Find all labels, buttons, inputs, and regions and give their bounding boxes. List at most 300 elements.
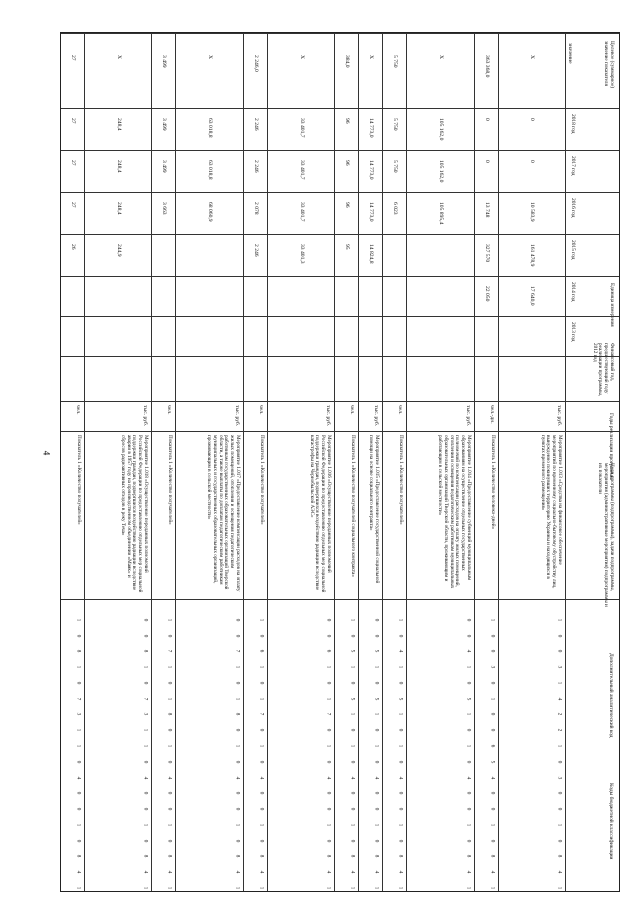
- cell-target: X: [298, 55, 305, 60]
- cell-unit: тыс. руб.: [464, 405, 471, 427]
- code-digit: 1: [166, 744, 173, 748]
- code-digit: 7: [75, 697, 82, 701]
- code-digit: 8: [349, 855, 356, 858]
- code-digit: 1: [166, 665, 173, 669]
- code-digit: 4: [397, 776, 404, 779]
- code-digit: 0: [234, 807, 241, 811]
- code-digit: 0: [464, 681, 471, 685]
- code-digit: 0: [166, 728, 173, 732]
- code-digit: 0: [75, 791, 82, 795]
- code-digit: 1: [556, 681, 563, 685]
- code-digit: 0: [325, 618, 332, 622]
- code-digit: 1: [258, 886, 265, 890]
- cell-target: X: [368, 55, 375, 60]
- code-digit: 0: [373, 618, 380, 622]
- cell-text: Мероприятие 1.015 «Предоставление государственной социальной помощи на основе социального контракта»: [368, 435, 381, 584]
- code-digit: 1: [349, 713, 356, 716]
- code-digit: 0: [234, 618, 241, 622]
- header-additional-code: Дополнительный аналитический код: [608, 653, 614, 738]
- cell-y2015: 95: [344, 244, 351, 250]
- cell-target: 363 368,0: [483, 55, 490, 78]
- code-digit: 1: [325, 823, 332, 827]
- code-digit: 7: [142, 697, 149, 701]
- cell-y2017: 14 773,0: [368, 160, 375, 180]
- code-digit: 0: [373, 839, 380, 843]
- code-digit: 1: [464, 665, 471, 669]
- cell-unit: тыс. руб.: [325, 405, 332, 427]
- code-digit: 0: [556, 760, 563, 764]
- code-digit: 1: [556, 744, 563, 748]
- code-digit: 1: [325, 697, 332, 701]
- code-digit: 8: [464, 855, 471, 858]
- cell-y2018: 96: [344, 118, 351, 124]
- code-digit: 4: [556, 870, 563, 874]
- code-digit: 0: [397, 791, 404, 795]
- code-digit: 4: [75, 870, 82, 874]
- cell-unit: тыс. руб.: [142, 405, 149, 427]
- code-digit: 1: [464, 886, 471, 890]
- code-digit: 0: [488, 713, 495, 716]
- code-digit: 0: [373, 760, 380, 764]
- code-digit: 0: [488, 807, 495, 811]
- code-digit: 0: [142, 807, 149, 811]
- code-digit: 8: [488, 855, 495, 858]
- program-table: [60, 32, 620, 892]
- code-digit: 0: [234, 791, 241, 795]
- cell-y2015: 327 570: [483, 244, 490, 263]
- code-digit: 0: [464, 807, 471, 811]
- code-digit: 4: [166, 776, 173, 779]
- header-years-title: Годы реализации программы: [608, 413, 614, 480]
- code-digit: 8: [142, 649, 149, 653]
- code-digit: 0: [464, 728, 471, 732]
- cell-y2016: 13 748: [483, 202, 490, 218]
- cell-y2016: 68 060,9: [207, 202, 214, 222]
- code-digit: 1: [166, 618, 173, 622]
- cell-text: Мероприятие 1.018 «Осуществление переданных полномочий Российской Федерации по предоставлению отдельных мер социальной поддержки граждан, подвергшихся воздействию радиации вследствие аварии в 1957 году на производственном объединении «Маяк» и сбросов радиоактивных отходов в реку Теча»: [120, 435, 150, 593]
- page-number: 4: [41, 450, 52, 456]
- code-digit: 1: [142, 665, 149, 669]
- code-digit: 1: [75, 728, 82, 732]
- code-digit: 0: [325, 634, 332, 637]
- code-digit: 4: [234, 870, 241, 874]
- code-digit: 1: [234, 823, 241, 827]
- code-digit: 0: [325, 807, 332, 811]
- cell-target: X: [207, 55, 214, 60]
- code-digit: 0: [325, 681, 332, 685]
- code-digit: 4: [488, 776, 495, 779]
- code-digit: 1: [142, 744, 149, 748]
- code-digit: 0: [464, 791, 471, 795]
- header-year-2014: 2014 год: [570, 282, 576, 302]
- cell-y2016: 96: [344, 202, 351, 208]
- header-target-col: Целевое (суммарное) значение показателя: [603, 41, 615, 88]
- code-digit: 0: [488, 649, 495, 653]
- cell-target: X: [115, 55, 122, 60]
- code-digit: 4: [373, 776, 380, 779]
- code-digit: 0: [258, 791, 265, 795]
- code-digit: 0: [325, 760, 332, 764]
- code-digit: 0: [488, 634, 495, 637]
- code-digit: 0: [142, 760, 149, 764]
- code-digit: 8: [234, 713, 241, 716]
- code-digit: 0: [556, 807, 563, 811]
- cell-unit: чел.: [397, 405, 404, 415]
- code-digit: 8: [325, 855, 332, 858]
- code-digit: 1: [258, 697, 265, 701]
- code-digit: 1: [373, 823, 380, 827]
- code-digit: 4: [75, 776, 82, 779]
- code-digit: 8: [75, 649, 82, 653]
- cell-y2015: 26: [69, 244, 76, 250]
- code-digit: 4: [349, 776, 356, 779]
- code-digit: 0: [488, 791, 495, 795]
- code-digit: 4: [142, 776, 149, 779]
- cell-text: Мероприятие 1.014 «Предоставление субвенций муниципальным образованиям на осуществление отдельных государственных полномочий по компенсации расходов на оплату жилых помещений, отопления и освещения педагогическим работникам муниципальных образовательных организаций Тверской области, проживающим и работающим в сельской местности»: [436, 435, 472, 589]
- code-digit: 5: [464, 697, 471, 701]
- code-digit: 0: [373, 791, 380, 795]
- code-digit: 1: [464, 744, 471, 748]
- code-digit: 8: [397, 855, 404, 858]
- code-digit: 4: [464, 870, 471, 874]
- code-digit: 1: [75, 665, 82, 669]
- cell-text: Показатель 1 «Количество получателей»: [75, 435, 82, 525]
- cell-y2015: 161 478,9: [529, 244, 536, 267]
- code-digit: 0: [556, 649, 563, 653]
- code-digit: 5: [349, 697, 356, 701]
- cell-unit: чел.-дн.: [488, 405, 495, 424]
- code-digit: 0: [488, 839, 495, 843]
- code-digit: 2: [556, 728, 563, 732]
- cell-y2018: 0: [529, 118, 536, 121]
- code-digit: 1: [258, 823, 265, 827]
- cell-text: Показатель 1 «Количество получателей»: [258, 435, 265, 525]
- code-digit: 4: [142, 870, 149, 874]
- cell-target: 2 246,0: [252, 55, 259, 72]
- code-digit: 0: [166, 807, 173, 811]
- code-digit: 6: [325, 649, 332, 653]
- cell-y2016: 248,4: [115, 202, 122, 215]
- code-digit: 1: [258, 744, 265, 748]
- cell-y2017: 2 246: [252, 160, 259, 173]
- header-year-2018: 2018 год: [570, 114, 576, 134]
- code-digit: 0: [234, 839, 241, 843]
- cell-y2014: 17 640,0: [529, 286, 536, 306]
- code-digit: 0: [258, 681, 265, 685]
- code-digit: 0: [397, 760, 404, 764]
- cell-text: Показатель 1 «Количество получателей»: [398, 435, 405, 525]
- code-digit: 1: [166, 697, 173, 701]
- cell-y2015: 2 246: [252, 244, 259, 257]
- cell-y2018: 3 499: [161, 118, 168, 131]
- code-digit: 0: [556, 791, 563, 795]
- cell-text: Показатель 1 «Количество получателей социального контракта»: [350, 435, 357, 577]
- cell-text: Мероприятие 1.016 «Осуществление переданных полномочий Российской Федерации по предоставлению отдельных мер социальной поддержки граждан, подвергшихся воздействию радиации вследствие катастрофы на Чернобыльской АЭС»: [308, 435, 333, 593]
- code-digit: 0: [75, 760, 82, 764]
- code-digit: 7: [234, 649, 241, 653]
- code-digit: 0: [464, 618, 471, 622]
- code-digit: 0: [373, 728, 380, 732]
- cell-text: Показатель 1 «Количество получателей»: [167, 435, 174, 525]
- cell-y2016: 3 663: [161, 202, 168, 215]
- code-digit: 1: [234, 744, 241, 748]
- code-digit: 0: [349, 728, 356, 732]
- header-target-sub: значение: [567, 43, 573, 64]
- code-digit: 1: [556, 823, 563, 827]
- code-digit: 1: [556, 618, 563, 622]
- code-digit: 1: [258, 665, 265, 669]
- cell-y2018: 2 246: [252, 118, 259, 131]
- code-digit: 0: [142, 634, 149, 637]
- code-digit: 0: [258, 807, 265, 811]
- code-digit: 1: [349, 618, 356, 622]
- cell-y2018: 5 750: [392, 118, 399, 131]
- code-digit: 1: [166, 886, 173, 890]
- code-digit: 1: [488, 823, 495, 827]
- code-digit: 8: [142, 855, 149, 858]
- cell-unit: тыс. руб.: [233, 405, 240, 427]
- cell-y2017: 96: [344, 160, 351, 166]
- code-digit: 0: [349, 681, 356, 685]
- cell-y2016: 27: [69, 202, 76, 208]
- code-digit: 7: [258, 713, 265, 716]
- code-digit: 1: [349, 886, 356, 890]
- cell-unit: чел.: [349, 405, 356, 415]
- code-digit: 1: [464, 713, 471, 716]
- cell-y2018: 0: [483, 118, 490, 121]
- cell-y2015: 244,9: [115, 244, 122, 257]
- code-digit: 4: [258, 870, 265, 874]
- code-digit: 4: [397, 649, 404, 653]
- code-digit: 8: [556, 855, 563, 858]
- code-digit: 0: [325, 728, 332, 732]
- cell-y2017: 0: [483, 160, 490, 163]
- code-digit: 4: [397, 870, 404, 874]
- code-digit: 4: [373, 870, 380, 874]
- code-digit: 0: [142, 839, 149, 843]
- cell-y2018: 33 401,7: [298, 118, 305, 138]
- code-digit: 4: [488, 870, 495, 874]
- code-digit: 1: [397, 713, 404, 716]
- cell-unit: тыс. руб.: [556, 405, 562, 427]
- code-digit: 0: [464, 760, 471, 764]
- code-digit: 1: [325, 886, 332, 890]
- cell-y2017: 105 162,0: [437, 160, 444, 183]
- header-goals: Цели программы (подпрограммы), задачи подпрограммы, мероприятия (административные мероприятия) подпрограммы и их показатели: [597, 463, 615, 607]
- cell-y2017: 0: [529, 160, 536, 163]
- code-digit: 1: [373, 665, 380, 669]
- code-digit: 5: [488, 760, 495, 764]
- code-digit: 8: [234, 855, 241, 858]
- code-digit: 0: [397, 807, 404, 811]
- code-digit: 0: [234, 681, 241, 685]
- code-digit: 1: [349, 665, 356, 669]
- code-digit: 8: [166, 855, 173, 858]
- cell-y2016: 2 078: [252, 202, 259, 215]
- code-digit: 1: [142, 886, 149, 890]
- code-digit: 0: [397, 681, 404, 685]
- code-digit: 0: [166, 634, 173, 637]
- cell-y2016: 14 773,0: [368, 202, 375, 222]
- code-digit: 0: [397, 728, 404, 732]
- code-digit: 0: [325, 791, 332, 795]
- code-digit: 4: [349, 870, 356, 874]
- cell-unit: чел.: [166, 405, 173, 415]
- cell-target: X: [529, 55, 536, 60]
- cell-y2015: 14 824,8: [368, 244, 375, 264]
- cell-y2016: 33 401,7: [298, 202, 305, 222]
- code-digit: 4: [464, 649, 471, 653]
- code-digit: 1: [142, 728, 149, 732]
- cell-y2018: 14 773,0: [368, 118, 375, 138]
- cell-y2018: 105 162,0: [437, 118, 444, 141]
- code-digit: 1: [234, 697, 241, 701]
- code-digit: 2: [556, 713, 563, 716]
- cell-y2017: 248,4: [115, 160, 122, 173]
- code-digit: 0: [75, 681, 82, 685]
- code-digit: 0: [349, 760, 356, 764]
- code-digit: 1: [488, 618, 495, 622]
- cell-unit: чел.: [74, 405, 81, 415]
- code-digit: 0: [75, 807, 82, 811]
- code-digit: 3: [488, 665, 495, 669]
- code-digit: 4: [464, 776, 471, 779]
- code-digit: 4: [234, 776, 241, 779]
- header-year-2017: 2017 год: [570, 156, 576, 176]
- code-digit: 0: [464, 839, 471, 843]
- header-fin-year: Финансовый год, предшествующий году реализации программы, 2012 год: [591, 343, 615, 396]
- code-digit: 4: [556, 697, 563, 701]
- code-digit: 8: [166, 713, 173, 716]
- cell-text: Показатель 1 «Количество человеко-дней»: [489, 435, 496, 530]
- code-digit: 1: [373, 886, 380, 890]
- code-digit: 0: [349, 839, 356, 843]
- code-digit: 0: [325, 839, 332, 843]
- code-digit: 0: [166, 839, 173, 843]
- code-digit: 5: [373, 649, 380, 653]
- code-digit: 0: [397, 839, 404, 843]
- code-digit: 0: [142, 681, 149, 685]
- code-digit: 0: [488, 681, 495, 685]
- code-digit: 5: [349, 649, 356, 653]
- code-digit: 0: [397, 634, 404, 637]
- code-digit: 0: [373, 681, 380, 685]
- code-digit: 0: [373, 807, 380, 811]
- code-digit: 0: [166, 760, 173, 764]
- cell-y2014: 22 050: [483, 286, 490, 302]
- code-digit: 7: [325, 713, 332, 716]
- code-digit: 8: [75, 855, 82, 858]
- code-digit: 1: [166, 823, 173, 827]
- code-digit: 0: [488, 728, 495, 732]
- cell-target: 384,0: [344, 55, 351, 68]
- cell-unit: чел.: [257, 405, 264, 415]
- code-digit: 1: [325, 665, 332, 669]
- code-digit: 0: [166, 681, 173, 685]
- code-digit: 4: [166, 870, 173, 874]
- code-digit: 3: [142, 713, 149, 716]
- code-digit: 0: [464, 634, 471, 637]
- code-digit: 0: [373, 634, 380, 637]
- cell-y2017: 33 401,7: [298, 160, 305, 180]
- code-digit: 1: [234, 886, 241, 890]
- cell-target: 3 499: [161, 55, 168, 68]
- code-digit: 3: [556, 776, 563, 779]
- cell-text: Мероприятие 1.017 «Предоставление компенсации расходов на оплату жилых помещений, отопления и освещения педагогическим работникам государственных образовательных организаций Тверской области, а также выплаты по доплатам педагогическим работникам муниципальных и государственных образовательных организаций, проживающим в сельской местности»: [205, 435, 241, 592]
- cell-y2017: 5 750: [392, 160, 399, 173]
- code-digit: 1: [75, 823, 82, 827]
- code-digit: 8: [373, 855, 380, 858]
- code-digit: 7: [166, 649, 173, 653]
- code-digit: 1: [373, 713, 380, 716]
- code-digit: 6: [488, 744, 495, 748]
- code-digit: 0: [258, 760, 265, 764]
- code-digit: 1: [397, 744, 404, 748]
- code-digit: 0: [166, 791, 173, 795]
- header-unit: Единица измерения: [609, 283, 615, 327]
- code-digit: 5: [397, 697, 404, 701]
- code-digit: 6: [258, 649, 265, 653]
- cell-target: X: [437, 55, 444, 60]
- code-digit: 1: [75, 886, 82, 890]
- cell-target: 27: [69, 55, 76, 61]
- code-digit: 1: [142, 823, 149, 827]
- code-digit: 5: [373, 697, 380, 701]
- cell-target: 5 750: [392, 55, 399, 68]
- code-digit: 0: [258, 634, 265, 637]
- cell-y2016: 10 583,9: [529, 202, 536, 222]
- code-digit: 0: [258, 728, 265, 732]
- code-digit: 1: [325, 744, 332, 748]
- code-digit: 1: [397, 665, 404, 669]
- code-digit: 4: [258, 776, 265, 779]
- code-digit: 1: [373, 744, 380, 748]
- code-digit: 0: [142, 791, 149, 795]
- cell-y2017: 27: [69, 160, 76, 166]
- code-digit: 1: [75, 744, 82, 748]
- header-year-2016: 2016 год: [570, 198, 576, 218]
- code-digit: 0: [556, 839, 563, 843]
- code-digit: 4: [325, 776, 332, 779]
- code-digit: 1: [464, 823, 471, 827]
- code-digit: 0: [234, 760, 241, 764]
- code-digit: 0: [349, 807, 356, 811]
- code-digit: 0: [234, 634, 241, 637]
- cell-y2016: 105 895,4: [437, 202, 444, 225]
- header-year-2013: 2013 год: [570, 322, 576, 342]
- cell-y2016: 6 023: [392, 202, 399, 215]
- code-digit: 8: [258, 855, 265, 858]
- code-digit: 1: [397, 618, 404, 622]
- header-codes: Коды бюджетной классификации: [608, 783, 614, 860]
- cell-y2017: 3 499: [161, 160, 168, 173]
- code-digit: 1: [349, 744, 356, 748]
- cell-y2017: 63 018,8: [207, 160, 214, 180]
- code-digit: 1: [488, 886, 495, 890]
- code-digit: 1: [556, 886, 563, 890]
- cell-unit: тыс. руб.: [373, 405, 380, 427]
- code-digit: 1: [488, 697, 495, 701]
- code-digit: 1: [349, 823, 356, 827]
- code-digit: 0: [142, 618, 149, 622]
- code-digit: 3: [556, 665, 563, 669]
- code-digit: 1: [397, 823, 404, 827]
- cell-y2018: 63 018,8: [207, 118, 214, 138]
- code-digit: 1: [75, 618, 82, 622]
- header-band-divider: [61, 33, 566, 891]
- code-digit: 0: [349, 634, 356, 637]
- header-year-2015: 2015 год: [570, 240, 576, 260]
